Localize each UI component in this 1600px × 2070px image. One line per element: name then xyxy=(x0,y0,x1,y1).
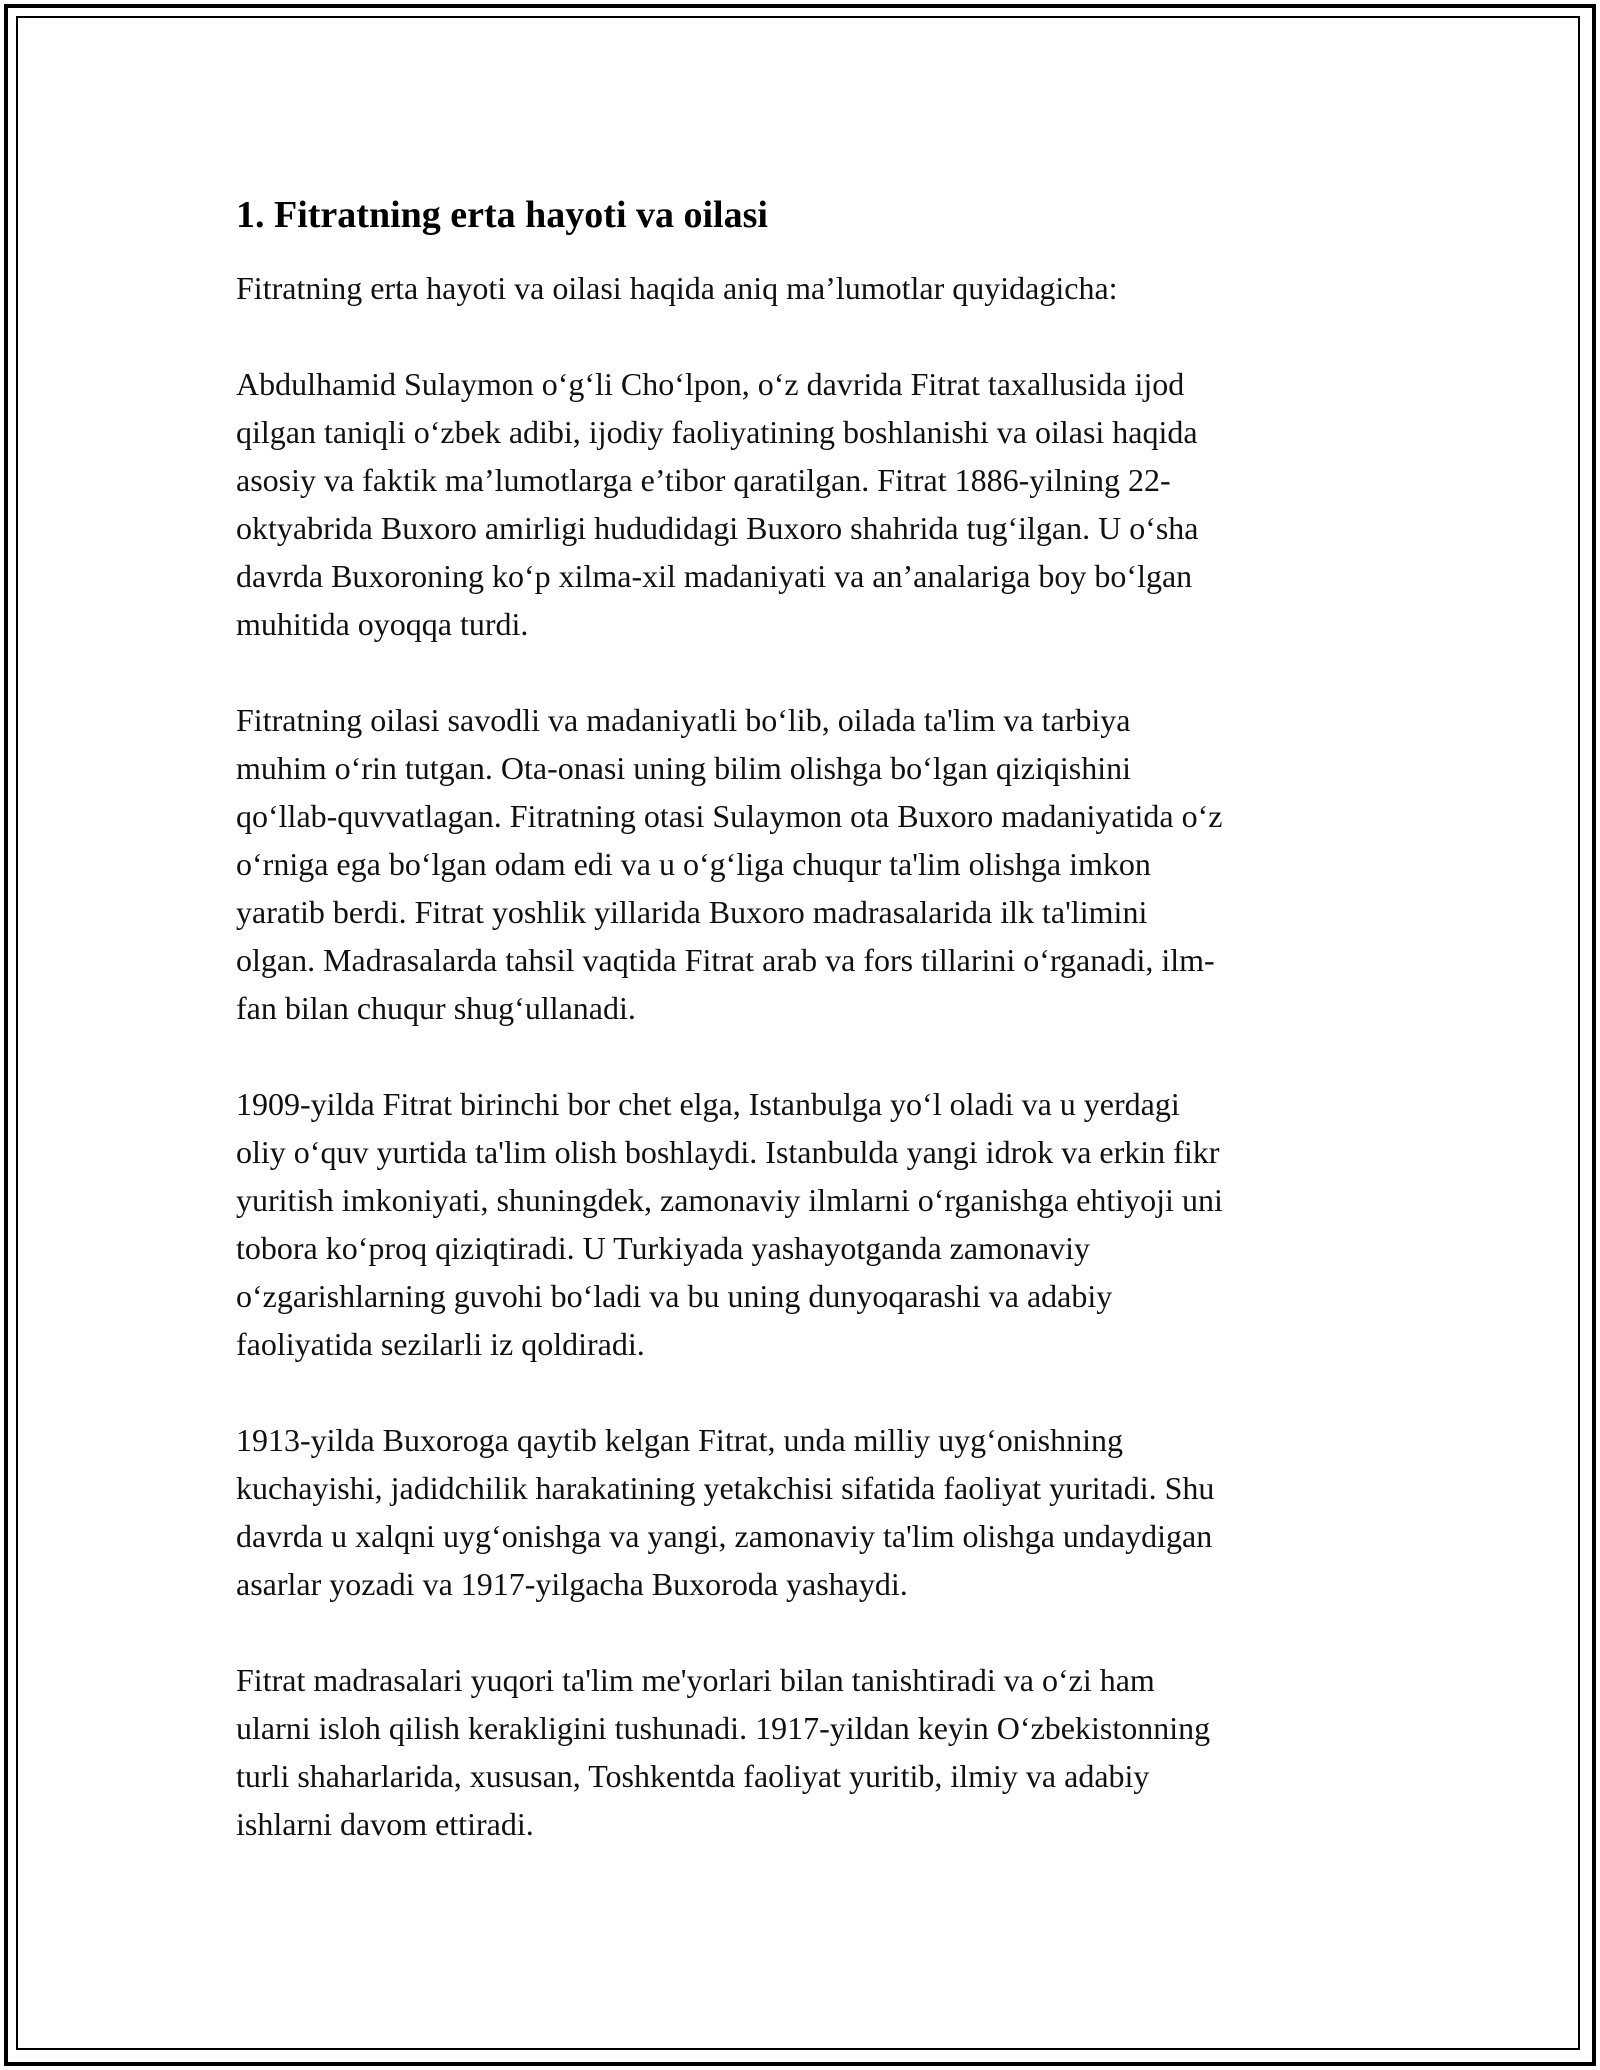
text-line: faoliyatida sezilarli iz qoldiradi. xyxy=(236,1326,645,1362)
text-line: ularni isloh qilish kerakligini tushunadi. 1917-yildan keyin O‘zbekistonning xyxy=(236,1710,1211,1746)
text-line: oktyabrida Buxoro amirligi hududidagi Buxoro shahrida tug‘ilgan. U o‘sha xyxy=(236,510,1199,546)
text-line: o‘rniga ega bo‘lgan odam edi va u o‘g‘liga chuqur ta'lim olishga imkon xyxy=(236,846,1151,882)
text-line: Fitratning erta hayoti va oilasi haqida aniq ma’lumotlar quyidagicha: xyxy=(236,270,1118,306)
text-line: muhim o‘rin tutgan. Ota-onasi uning bilim olishga bo‘lgan qiziqishini xyxy=(236,750,1132,786)
section-heading: 1. Fitratning erta hayoti va oilasi xyxy=(236,194,768,236)
text-line: tobora ko‘proq qiziqtiradi. U Turkiyada yashayotganda zamonaviy xyxy=(236,1230,1091,1266)
text-line: asosiy va faktik ma’lumotlarga e’tibor qaratilgan. Fitrat 1886-yilning 22- xyxy=(236,462,1171,498)
paragraph-family xyxy=(236,696,1376,1032)
text-line: turli shaharlarida, xususan, Toshkentda faoliyat yuritib, ilmiy va adabiy xyxy=(236,1758,1150,1794)
document-body xyxy=(236,186,1376,1896)
text-line: Abdulhamid Sulaymon o‘g‘li Cho‘lpon, o‘z davrida Fitrat taxallusida ijod xyxy=(236,366,1185,402)
text-line: qo‘llab-quvvatlagan. Fitratning otasi Sulaymon ota Buxoro madaniyatida o‘z xyxy=(236,798,1223,834)
text-line: 1913-yilda Buxoroga qaytib kelgan Fitrat, unda milliy uyg‘onishning xyxy=(236,1422,1123,1458)
text-line: yaratib berdi. Fitrat yoshlik yillarida Buxoro madrasalarida ilk ta'limini xyxy=(236,894,1148,930)
text-line: davrda Buxoroning ko‘p xilma-xil madaniyati va an’analariga boy bo‘lgan xyxy=(236,558,1193,594)
text-line: kuchayishi, jadidchilik harakatining yetakchisi sifatida faoliyat yuritadi. Shu xyxy=(236,1470,1215,1506)
text-line: asarlar yozadi va 1917-yilgacha Buxoroda yashaydi. xyxy=(236,1566,908,1602)
paragraph-return xyxy=(236,1416,1376,1608)
text-line: yuritish imkoniyati, shuningdek, zamonaviy ilmlarni o‘rganishga ehtiyoji uni xyxy=(236,1182,1223,1218)
text-line: o‘zgarishlarning guvohi bo‘ladi va bu uning dunyoqarashi va adabiy xyxy=(236,1278,1113,1314)
text-line: oliy o‘quv yurtida ta'lim olish boshlaydi. Istanbulda yangi idrok va erkin fikr xyxy=(236,1134,1220,1170)
text-line: 1909-yilda Fitrat birinchi bor chet elga, Istanbulga yo‘l oladi va u yerdagi xyxy=(236,1086,1180,1122)
text-line: davrda u xalqni uyg‘onishga va yangi, zamonaviy ta'lim olishga undaydigan xyxy=(236,1518,1213,1554)
text-line: ishlarni davom ettiradi. xyxy=(236,1806,534,1842)
text-line: Fitratning oilasi savodli va madaniyatli bo‘lib, oilada ta'lim va tarbiya xyxy=(236,702,1131,738)
text-line: olgan. Madrasalarda tahsil vaqtida Fitrat arab va fors tillarini o‘rganadi, ilm- xyxy=(236,942,1215,978)
paragraph-later xyxy=(236,1656,1376,1848)
text-line: fan bilan chuqur shug‘ullanadi. xyxy=(236,990,636,1026)
paragraph-birth xyxy=(236,360,1376,648)
paragraph-intro xyxy=(236,264,1376,312)
text-line: muhitida oyoqqa turdi. xyxy=(236,606,529,642)
paragraph-istanbul xyxy=(236,1080,1376,1368)
text-line: Fitrat madrasalari yuqori ta'lim me'yorlari bilan tanishtiradi va o‘zi ham xyxy=(236,1662,1155,1698)
text-line: qilgan taniqli o‘zbek adibi, ijodiy faoliyatining boshlanishi va oilasi haqida xyxy=(236,414,1198,450)
